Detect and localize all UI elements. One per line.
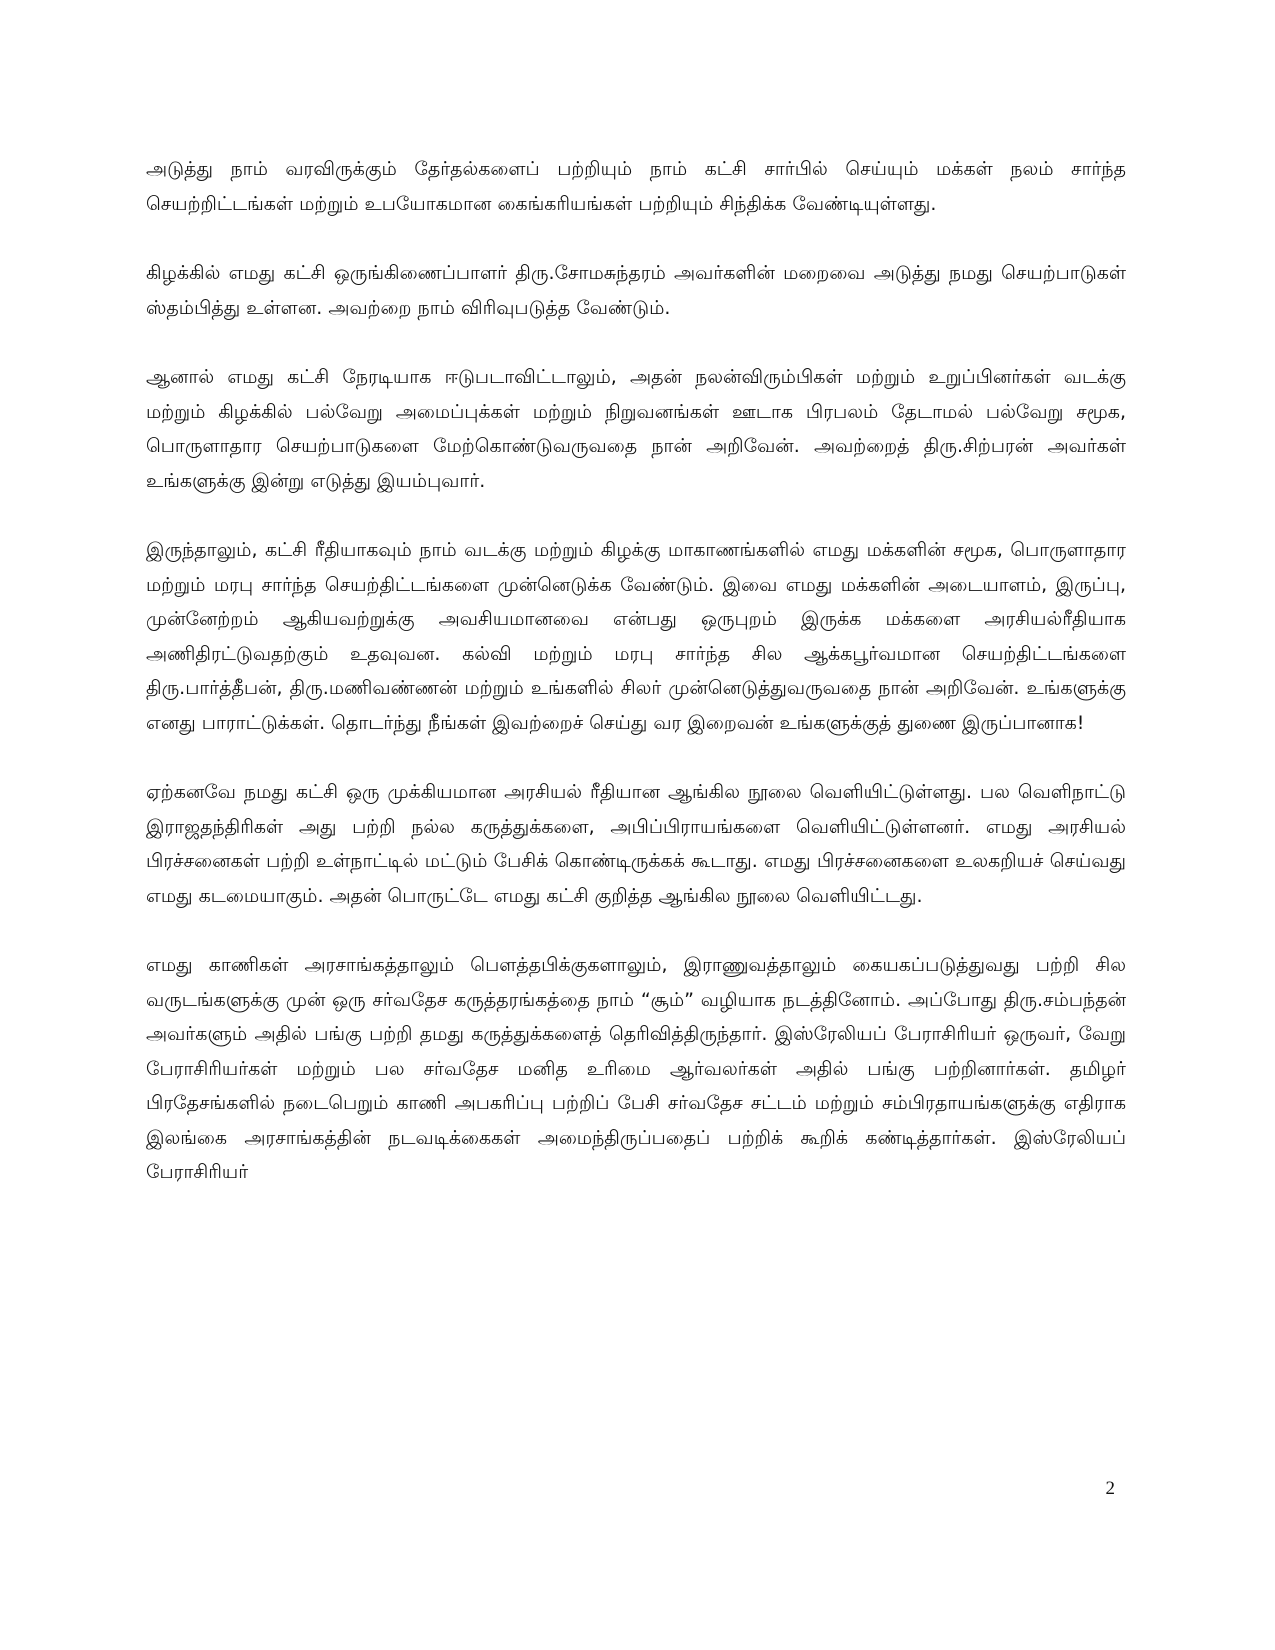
paragraph-land-seminar: எமது காணிகள் அரசாங்கத்தாலும் பௌத்தபிக்குகளாலும், இராணுவத்தாலும் கையகப்படுத்துவது பற்றி சில வருடங்களுக்கு முன் ஒரு சர்வதேச கருத்தரங்கத்தை நாம் “சூம்” வழியாக நடத்தினோம். அப்போது திரு.சம்பந்தன் அவர்களும் அதில் பங்கு பற்றி தமது கருத்துக்களைத் தெரிவித்திருந்தார். இஸ்ரேலியப் பேராசிரியர் ஒருவர், வேறு பேராசிரியர்கள் மற்றும் பல சர்வதேச மனித உரிமை ஆர்வலர்கள் அதில் பங்கு பற்றினார்கள். தமிழர் பிரதேசங்களில் நடைபெறும் காணி அபகரிப்பு பற்றிப் பேசி சர்வதேச சட்டம் மற்றும் சம்பிரதாயங்களுக்கு எதிராக இலங்கை அரசாங்கத்தின் நடவடிக்கைகள் அமைந்திருப்பதைப் பற்றிக் கூறிக் கண்டித்தார்கள். இஸ்ரேலியப் பேராசிரியர் [146, 954, 1127, 1183]
paragraph-english-book: ஏற்கனவே நமது கட்சி ஒரு முக்கியமான அரசியல் ரீதியான ஆங்கில நூலை வெளியிட்டுள்ளது. பல வெளிநாட்டு இராஜதந்திரிகள் அது பற்றி நல்ல கருத்துக்களை, அபிப்பிராயங்களை வெளியிட்டுள்ளனர். எமது அரசியல் பிரச்சனைகள் பற்றி உள்நாட்டில் மட்டும் பேசிக் கொண்டிருக்கக் கூடாது. எமது பிரச்சனைகளை உலகறியச் செய்வது எமது கடமையாகும். அதன் பொருட்டே எமது கட்சி குறித்த ஆங்கில நூலை வெளியிட்டது. [146, 781, 1126, 907]
paragraph-well-wishers: ஆனால் எமது கட்சி நேரடியாக ஈடுபடாவிட்டாலும், அதன் நலன்விரும்பிகள் மற்றும் உறுப்பினர்கள் வடக்கு மற்றும் கிழக்கில் பல்வேறு அமைப்புக்கள் மற்றும் நிறுவனங்கள் ஊடாக பிரபலம் தேடாமல் பல்வேறு சமூக, பொருளாதார செயற்பாடுகளை மேற்கொண்டுவருவதை நான் அறிவேன். அவற்றைத் திரு.சிற்பரன் அவர்கள் உங்களுக்கு இன்று எடுத்து இயம்புவார். [146, 366, 1126, 492]
paragraph-elections: அடுத்து நாம் வரவிருக்கும் தேர்தல்களைப் பற்றியும் நாம் கட்சி சார்பில் செய்யும் மக்கள் நலம் சார்ந்த செயற்றிட்டங்கள் மற்றும் உபயோகமான கைங்கரியங்கள் பற்றியும் சிந்திக்க வேண்டியுள்ளது. [146, 158, 1126, 215]
page-number: 2 [1105, 1478, 1115, 1499]
paragraph-east-coordinator: கிழக்கில் எமது கட்சி ஒருங்கிணைப்பாளர் திரு.சோமசுந்தரம் அவர்களின் மறைவை அடுத்து நமது செயற்பாடுகள் ஸ்தம்பித்து உள்ளன. அவற்றை நாம் விரிவுபடுத்த வேண்டும். [146, 262, 1126, 319]
document-body [146, 152, 1126, 1190]
paragraph-party-programs: இருந்தாலும், கட்சி ரீதியாகவும் நாம் வடக்கு மற்றும் கிழக்கு மாகாணங்களில் எமது மக்களின் சமூக, பொருளாதார மற்றும் மரபு சார்ந்த செயற்திட்டங்களை முன்னெடுக்க வேண்டும். இவை எமது மக்களின் அடையாளம், இருப்பு, முன்னேற்றம் ஆகியவற்றுக்கு அவசியமானவை என்பது ஒருபுறம் இருக்க மக்களை அரசியல்ரீதியாக அணிதிரட்டுவதற்கும் உதவுவன. கல்வி மற்றும் மரபு சார்ந்த சில ஆக்கபூர்வமான செயற்திட்டங்களை திரு.பார்த்தீபன், திரு.மணிவண்ணன் மற்றும் உங்களில் சிலர் முன்னெடுத்துவருவதை நான் அறிவேன். உங்களுக்கு எனது பாராட்டுக்கள். தொடர்ந்து நீங்கள் இவற்றைச் செய்து வர இறைவன் உங்களுக்குத் துணை இருப்பானாக! [146, 539, 1126, 734]
